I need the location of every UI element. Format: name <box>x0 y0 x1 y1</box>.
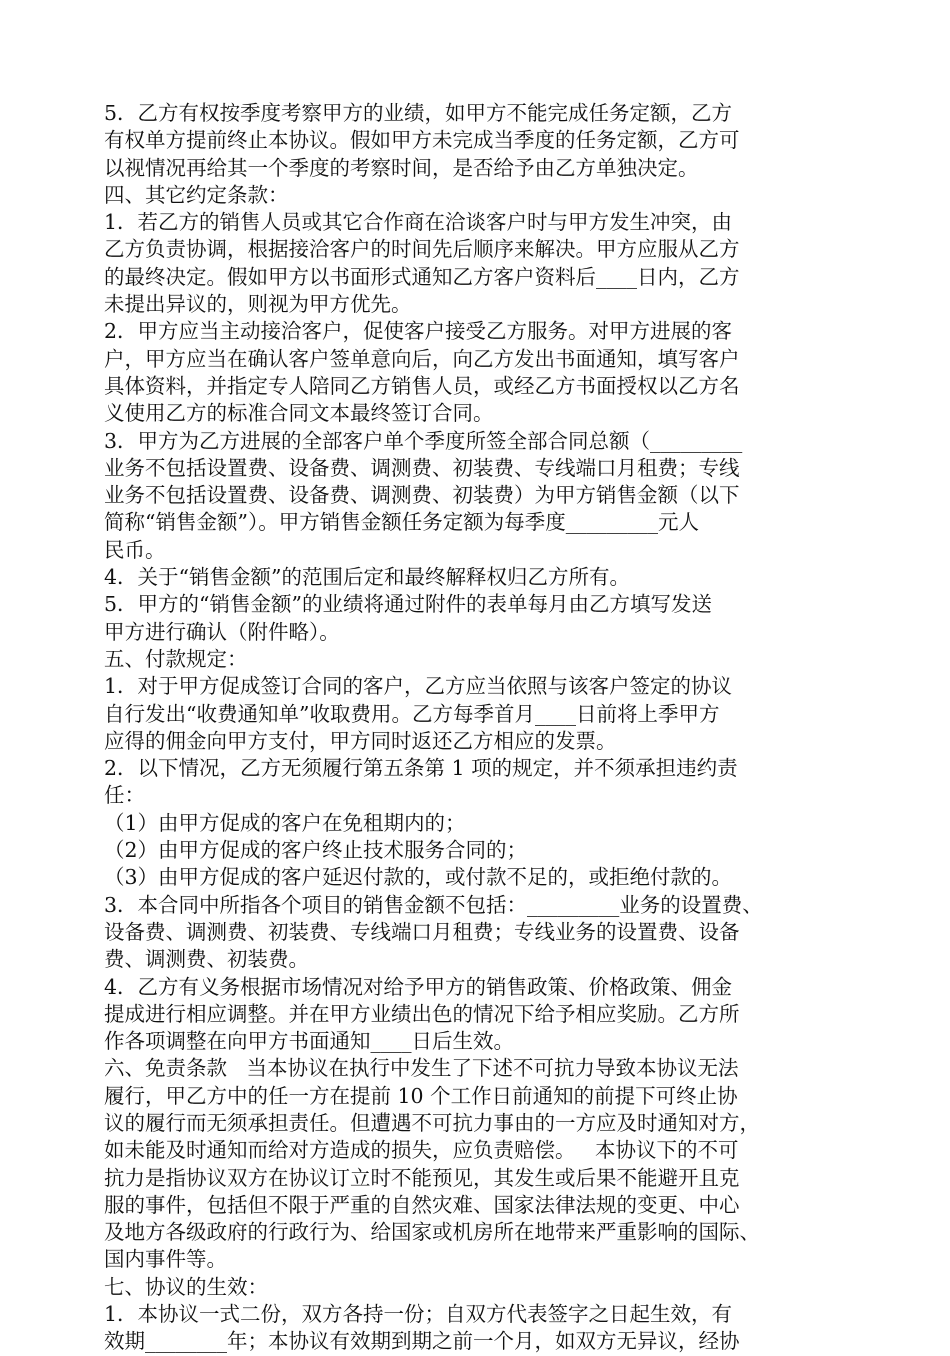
text-line: 具体资料，并指定专人陪同乙方销售人员，或经乙方书面授权以乙方名 <box>104 373 740 398</box>
text-line: 2．甲方应当主动接洽客户，促使客户接受乙方服务。对甲方进展的客 <box>104 319 733 344</box>
text-line: 效期________年；本协议有效期到期之前一个月，如双方无异议，经协 <box>104 1329 740 1354</box>
text-line: 服的事件，包括但不限于严重的自然灾难、国家法律法规的变更、中心 <box>104 1192 740 1217</box>
text-line: （1）由甲方促成的客户在免租期内的； <box>104 810 466 835</box>
section-heading: 四、其它约定条款： <box>104 182 289 207</box>
text-line: 5．乙方有权按季度考察甲方的业绩，如甲方不能完成任务定额，乙方 <box>104 101 733 125</box>
section-heading: 七、协议的生效： <box>104 1274 268 1299</box>
text-line: （2）由甲方促成的客户终止技术服务合同的； <box>104 838 528 863</box>
text-line: 业务不包括设置费、设备费、调测费、初装费、专线端口月租费；专线 <box>104 455 740 480</box>
text-line: 简称“销售金额”）。甲方销售金额任务定额为每季度_________元人 <box>104 510 699 535</box>
text-line: 2．以下情况，乙方无须履行第五条第 1 项的规定，并不须承担违约责 <box>104 756 738 781</box>
text-line: 义使用乙方的标准合同文本最终签订合同。 <box>104 401 494 426</box>
text-line: 的最终决定。假如甲方以书面形式通知乙方客户资料后____日内，乙方 <box>104 264 740 289</box>
text-line: 4．关于“销售金额”的范围后定和最终解释权归乙方所有。 <box>104 565 631 590</box>
text-line: 业务不包括设置费、设备费、调测费、初装费）为甲方销售金额（以下 <box>104 483 740 508</box>
text-line: 自行发出“收费通知单”收取费用。乙方每季首月____日前将上季甲方 <box>104 701 720 726</box>
text-line: 应得的佣金向甲方支付，甲方同时返还乙方相应的发票。 <box>104 728 617 753</box>
document-body <box>104 100 864 1356</box>
text-line: 提成进行相应调整。并在甲方业绩出色的情况下给予相应奖励。乙方所 <box>104 1001 740 1026</box>
text-line: 以视情况再给其一个季度的考察时间，是否给予由乙方单独决定。 <box>104 155 699 180</box>
text-line: 3．甲方为乙方进展的全部客户单个季度所签全部合同总额（_________ <box>104 428 743 453</box>
text-line: 甲方进行确认（附件略）。 <box>104 619 340 644</box>
text-line: 国内事件等。 <box>104 1247 227 1272</box>
text-line: 抗力是指协议双方在协议订立时不能预见，其发生或后果不能避开且克 <box>104 1165 740 1190</box>
text-line: 民币。 <box>104 537 166 562</box>
text-line: 及地方各级政府的行政行为、给国家或机房所在地带来严重影响的国际、 <box>104 1220 760 1245</box>
section-heading: 六、免责条款 当本协议在执行中发生了下述不可抗力导致本协议无法 <box>104 1056 739 1081</box>
text-line: 户，甲方应当在确认客户签单意向后，向乙方发出书面通知，填写客户 <box>104 346 740 371</box>
text-line: 乙方负责协调，根据接洽客户的时间先后顺序来解决。甲方应服从乙方 <box>104 237 740 262</box>
text-line: 如未能及时通知而给对方造成的损失，应负责赔偿。 本协议下的不可 <box>104 1138 739 1163</box>
text-line: 3．本合同中所指各个项目的销售金额不包括：_________业务的设置费、 <box>104 892 763 917</box>
text-line: 履行，甲乙方中的任一方在提前 10 个工作日前通知的前提下可终止协 <box>104 1083 738 1108</box>
text-line: 1．对于甲方促成签订合同的客户，乙方应当依照与该客户签定的协议 <box>104 674 733 699</box>
text-line: 设备费、调测费、初装费、专线端口月租费；专线业务的设置费、设备 <box>104 919 740 944</box>
text-line: 费、调测费、初装费。 <box>104 947 309 972</box>
text-line: 任： <box>104 783 145 808</box>
text-line: 1．本协议一式二份，双方各持一份；自双方代表签字之日起生效，有 <box>104 1302 733 1327</box>
text-line: 4．乙方有义务根据市场情况对给予甲方的销售政策、价格政策、佣金 <box>104 974 733 999</box>
section-heading: 五、付款规定： <box>104 646 248 671</box>
text-line: 未提出异议的，则视为甲方优先。 <box>104 292 412 317</box>
text-line: 作各项调整在向甲方书面通知____日后生效。 <box>104 1029 514 1054</box>
text-line: （3）由甲方促成的客户延迟付款的，或付款不足的，或拒绝付款的。 <box>104 865 733 890</box>
text-line: 5．甲方的“销售金额”的业绩将通过附件的表单每月由乙方填写发送 <box>104 592 713 617</box>
text-line: 1．若乙方的销售人员或其它合作商在洽谈客户时与甲方发生冲突，由 <box>104 210 733 235</box>
text-line: 议的履行而无须承担责任。但遭遇不可抗力事由的一方应及时通知对方， <box>104 1110 760 1135</box>
text-line: 有权单方提前终止本协议。假如甲方未完成当季度的任务定额，乙方可 <box>104 128 740 153</box>
